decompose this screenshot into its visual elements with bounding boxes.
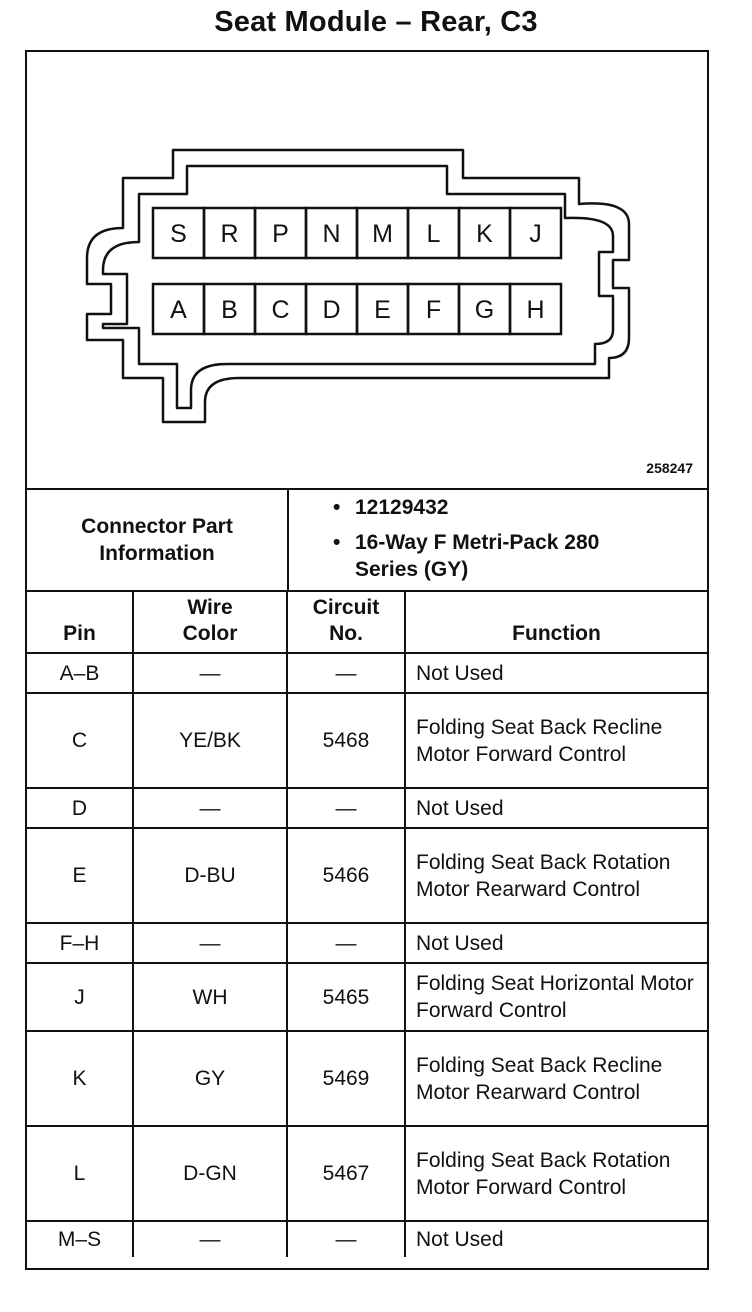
cavity-label-l: L [426,220,441,248]
circuit-cell: — [287,653,405,693]
figure-id: 258247 [646,460,693,476]
function-cell: Folding Seat Back Rotation Motor Rearward Control [405,828,707,923]
function-cell: Folding Seat Back Recline Motor Forward Control [405,693,707,788]
circuit-cell: — [287,923,405,963]
pin-cell: C [27,693,133,788]
pin-cell: E [27,828,133,923]
cavity-label-j: J [529,220,542,248]
function-cell: Not Used [405,923,707,963]
wire-color-cell: — [133,788,287,828]
function-cell: Folding Seat Horizontal Motor Forward Control [405,963,707,1031]
wire-color-cell: — [133,923,287,963]
pin-table-header [27,592,707,653]
wire-color-cell: D-GN [133,1126,287,1221]
cavity-label-e: E [374,296,391,324]
table-row [27,923,707,963]
connector-diagram [27,52,707,490]
connector-type: • 16-Way F Metri-Pack 280 Series (GY) [289,529,645,583]
part-info-label: Connector Part Information [27,490,289,590]
cavity-label-g: G [474,296,495,324]
pin-table [27,592,707,1257]
cavity-label-h: H [526,296,545,324]
cavity-label-s: S [170,220,187,248]
connector-sheet [25,50,709,1270]
table-row [27,963,707,1031]
table-row [27,653,707,693]
pin-cell: J [27,963,133,1031]
cavity-label-b: B [221,296,238,324]
part-info-list [289,494,645,591]
pin-cell: D [27,788,133,828]
function-cell: Not Used [405,788,707,828]
header-pin: Pin [27,592,133,653]
header-wire-color: Wire Color [133,592,287,653]
function-cell: Not Used [405,653,707,693]
table-row [27,1031,707,1126]
cavity-label-c: C [271,296,290,324]
cavity-label-k: K [476,220,493,248]
function-cell: Folding Seat Back Rotation Motor Forward Control [405,1126,707,1221]
table-row [27,1221,707,1257]
cavity-label-m: M [372,220,393,248]
circuit-cell: 5466 [287,828,405,923]
cavity-label-f: F [425,296,442,324]
part-number: • 12129432 [289,494,645,521]
table-row [27,828,707,923]
cavity-label-a: A [170,296,187,324]
wire-color-cell: — [133,653,287,693]
table-row [27,788,707,828]
wire-color-cell: — [133,1221,287,1257]
circuit-cell: 5465 [287,963,405,1031]
page-title: Seat Module – Rear, C3 [214,6,538,38]
circuit-cell: 5468 [287,693,405,788]
connector-face-svg [27,52,707,488]
pin-cell: K [27,1031,133,1126]
circuit-cell: 5469 [287,1031,405,1126]
cavity-label-r: R [220,220,239,248]
header-circuit-no: Circuit No. [287,592,405,653]
pin-cell: A–B [27,653,133,693]
pin-cell: F–H [27,923,133,963]
circuit-cell: — [287,1221,405,1257]
wire-color-cell: GY [133,1031,287,1126]
connector-part-information [27,490,707,592]
header-function: Function [405,592,707,653]
wire-color-cell: WH [133,963,287,1031]
pin-cell: L [27,1126,133,1221]
table-row [27,693,707,788]
cavity-label-p: P [272,220,289,248]
circuit-cell: 5467 [287,1126,405,1221]
cavity-label-n: N [322,220,341,248]
function-cell: Folding Seat Back Recline Motor Rearward Control [405,1031,707,1126]
pin-cell: M–S [27,1221,133,1257]
wire-color-cell: YE/BK [133,693,287,788]
wire-color-cell: D-BU [133,828,287,923]
function-cell: Not Used [405,1221,707,1257]
cavity-label-d: D [322,296,341,324]
circuit-cell: — [287,788,405,828]
table-row [27,1126,707,1221]
